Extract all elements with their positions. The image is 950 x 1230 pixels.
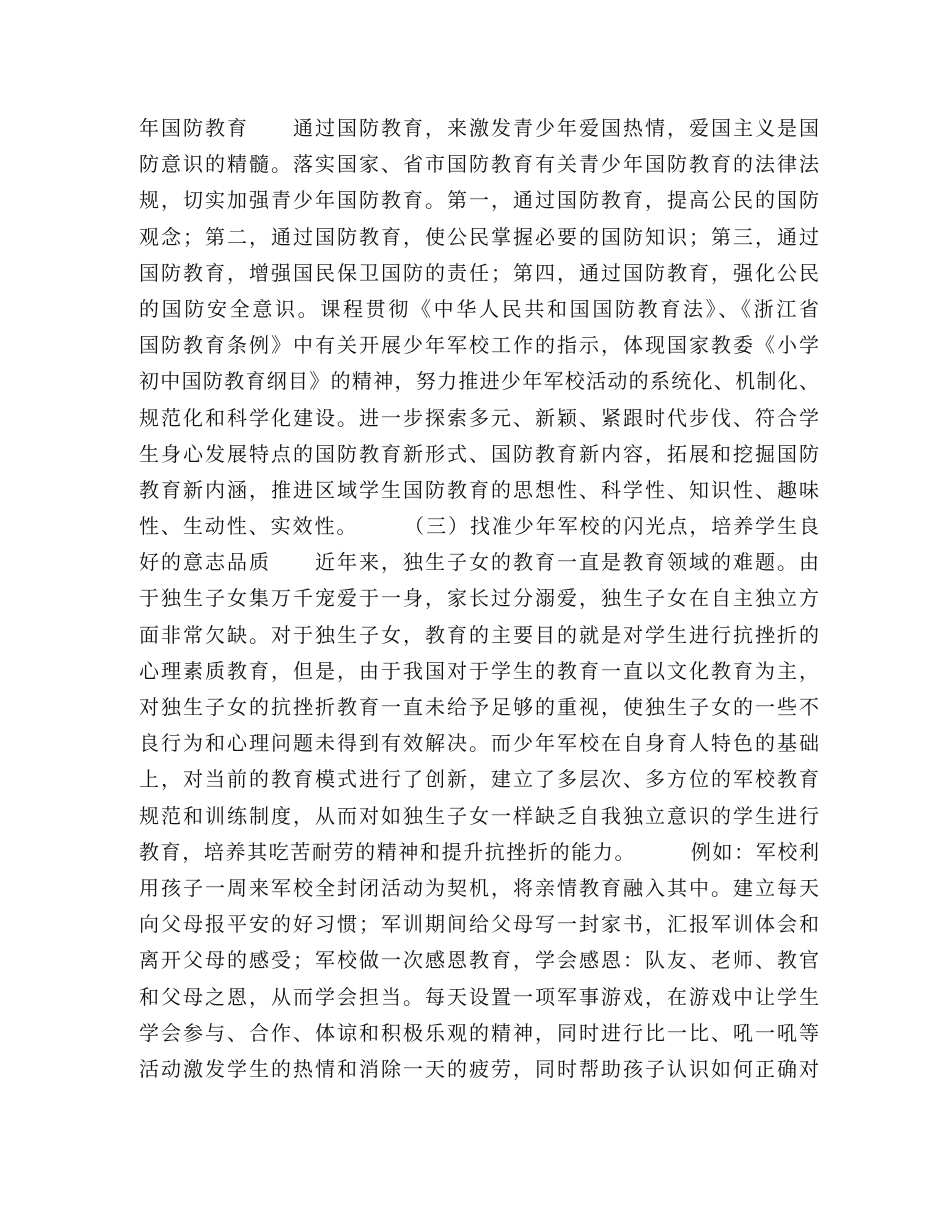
text-line: 教育，培养其吃苦耐劳的精神和提升抗挫折的能力。 例如：军校利 bbox=[139, 839, 819, 864]
text-line: 活动激发学生的热情和消除一天的疲劳，同时帮助孩子认识如何正确对 bbox=[139, 1056, 819, 1081]
text-line: 规范化和科学化建设。进一步探索多元、新颖、紧跟时代步伐、符合学 bbox=[139, 405, 819, 430]
text-line: 防意识的精髓。落实国家、省市国防教育有关青少年国防教育的法律法 bbox=[139, 152, 819, 177]
text-line: 和父母之恩，从而学会担当。每天设置一项军事游戏，在游戏中让学生 bbox=[139, 984, 819, 1009]
text-line: 心理素质教育，但是，由于我国对于学生的教育一直以文化教育为主， bbox=[139, 658, 819, 683]
text-line: 面非常欠缺。对于独生子女，教育的主要目的就是对学生进行抗挫折的 bbox=[139, 622, 819, 647]
text-line: 国防教育，增强国民保卫国防的责任；第四，通过国防教育，强化公民 bbox=[139, 260, 819, 285]
text-line: 对独生子女的抗挫折教育一直未给予足够的重视，使独生子女的一些不 bbox=[139, 695, 819, 719]
text-line: 规范和训练制度，从而对如独生子女一样缺乏自我独立意识的学生进行 bbox=[139, 803, 819, 828]
text-line: 良行为和心理问题未得到有效解决。而少年军校在自身育人特色的基础 bbox=[139, 731, 819, 756]
text-line: 国防教育条例》中有关开展少年军校工作的指示，体现国家教委《小学 bbox=[139, 333, 819, 358]
body-text bbox=[139, 110, 819, 1087]
text-line: 好的意志品质 近年来，独生子女的教育一直是教育领域的难题。由 bbox=[139, 550, 819, 575]
text-line: 用孩子一周来军校全封闭活动为契机，将亲情教育融入其中。建立每天 bbox=[139, 875, 819, 900]
text-line: 生身心发展特点的国防教育新形式、国防教育新内容，拓展和挖掘国防 bbox=[139, 441, 819, 466]
text-line: 观念；第二，通过国防教育，使公民掌握必要的国防知识；第三，通过 bbox=[139, 224, 819, 249]
text-line: 向父母报平安的好习惯；军训期间给父母写一封家书，汇报军训体会和 bbox=[139, 912, 819, 937]
text-line: 于独生子女集万千宠爱于一身，家长过分溺爱，独生子女在自主独立方 bbox=[139, 586, 819, 611]
text-line: 初中国防教育纲目》的精神，努力推进少年军校活动的系统化、机制化、 bbox=[139, 369, 819, 394]
text-line: 性、生动性、实效性。 （三）找准少年军校的闪光点，培养学生良 bbox=[139, 514, 819, 539]
text-line: 的国防安全意识。课程贯彻《中华人民共和国国防教育法》、《浙江省 bbox=[139, 296, 819, 321]
text-line: 离开父母的感受；军校做一次感恩教育，学会感恩：队友、老师、教官 bbox=[139, 948, 819, 973]
text-line: 上，对当前的教育模式进行了创新，建立了多层次、多方位的军校教育 bbox=[139, 767, 819, 792]
text-line: 教育新内涵，推进区域学生国防教育的思想性、科学性、知识性、趣味 bbox=[139, 477, 819, 502]
text-line: 学会参与、合作、体谅和积极乐观的精神，同时进行比一比、吼一吼等 bbox=[139, 1020, 819, 1045]
text-line: 规，切实加强青少年国防教育。第一，通过国防教育，提高公民的国防 bbox=[139, 188, 819, 213]
text-line: 年国防教育 通过国防教育，来激发青少年爱国热情，爱国主义是国 bbox=[139, 116, 819, 140]
